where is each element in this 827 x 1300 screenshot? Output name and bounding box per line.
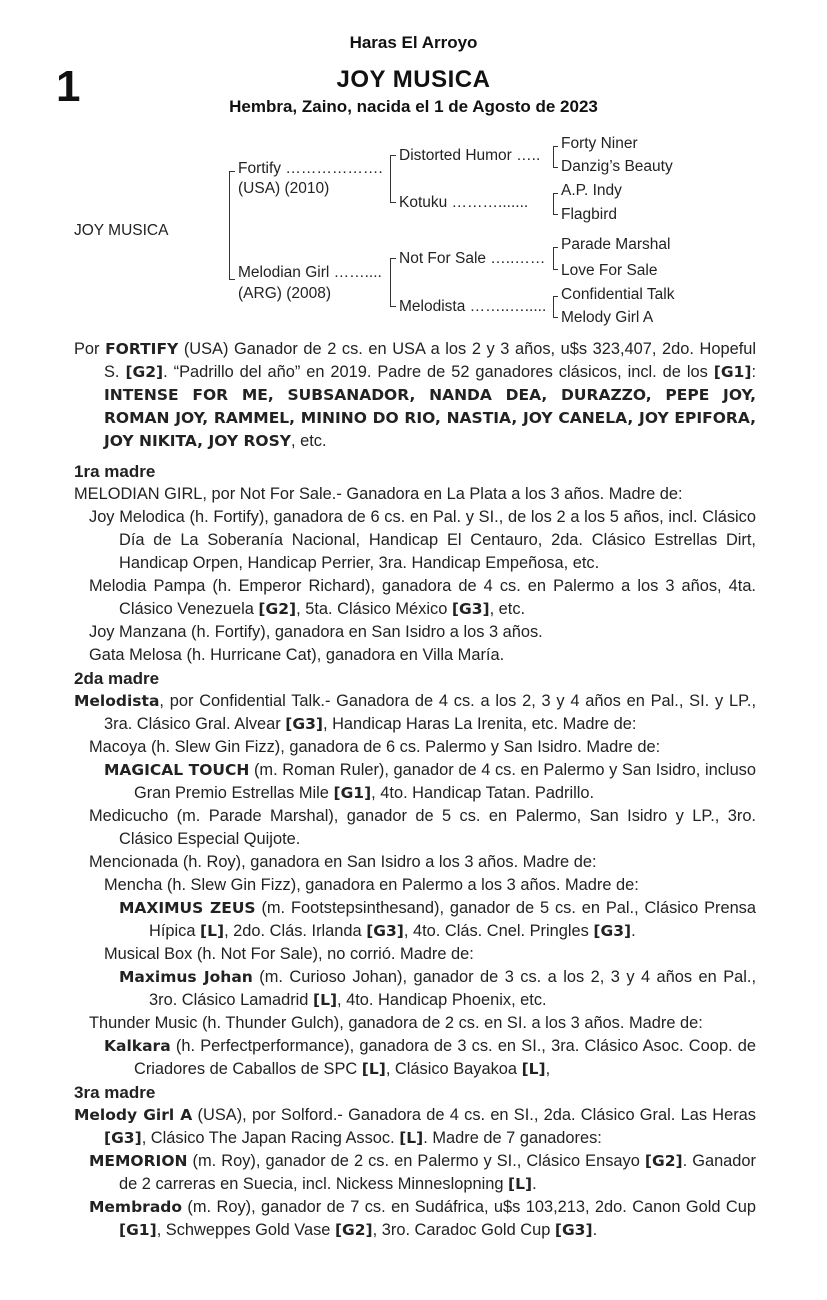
horse-name-bold: MAXIMUS ZEUS [119,899,256,917]
entry-text: . [592,1221,598,1239]
first-dam-heading: 1ra madre [74,462,156,481]
produce-entry: Thunder Music (h. Thunder Gulch), ganadora de 2 cs. en SI. a los 3 años. Madre de: [89,1014,703,1032]
entry-text: , 5ta. Clásico México [296,600,452,618]
horse-name-bold: Membrado [89,1198,183,1216]
entry-text: , Handicap Haras La Irenita, etc. Madre de: [322,715,637,733]
pedigree-tick [229,279,235,280]
entry-text: (m. Roman Ruler), ganador de 4 cs. en Palermo y San Isidro, incluso Gran Premio Estrellas Mile [134,761,756,802]
entry-text: , [545,1060,551,1078]
third-dam-intro [74,1104,756,1150]
pedigree-tick [390,306,396,307]
produce-entry: Medicucho (m. Parade Marshal), ganador de 5 cs. en Palermo, San Isidro y LP., 3ro. Clásico Especial Quijote. [89,807,756,848]
pedigree-sire-origin: (USA) (2010) [238,180,330,197]
pedigree-bracket-line [229,171,230,280]
pedigree-g3-4: Flagbird [561,206,617,223]
horse-description: Hembra, Zaino, nacida el 1 de Agosto de 2023 [229,97,598,116]
grade-badge: [L] [521,1060,546,1078]
pedigree-g3-2: Danzig’s Beauty [561,158,673,175]
pedigree-g3-6: Love For Sale [561,262,658,279]
pedigree-dam-origin: (ARG) (2008) [238,285,332,302]
grade-badge: [L] [200,922,225,940]
farm-name: Haras El Arroyo [349,33,478,52]
entry-text: . [631,922,636,940]
produce-entry [74,966,756,1012]
entry-text: (h. Perfectperformance), ganadora de 3 cs. en SI., 3ra. Clásico Asoc. Coop. de Criadores de Caballos de SPC [134,1037,756,1078]
entry-text: (m. Roy), ganador de 7 cs. en Sudáfrica, u$s 103,213, 2do. Canon Gold Cup [182,1198,756,1216]
grade-badge: [L] [508,1175,533,1193]
sire-paragraph [74,338,756,453]
horse-name: JOY MUSICA [336,66,491,93]
grade-badge: [L] [361,1060,386,1078]
pedigree-g3-3: A.P. Indy [561,182,622,199]
pedigree-tick [553,317,558,318]
pedigree-sire: Fortify ………………. [238,160,383,177]
grade-badge: [L] [312,991,338,1009]
dams-section [74,460,756,1242]
produce-entry [74,1035,756,1081]
entry-text: , 4to. Handicap Phoenix, etc. [337,991,547,1009]
sire-text: (USA) Ganador de 2 cs. en USA a los 2 y 3 años, u$s 323,407, 2do. Hopeful S. [104,340,757,381]
grade-badge: [G3] [366,922,404,940]
produce-entry [74,897,756,943]
entry-text: , 4to. Clás. Cnel. Pringles [403,922,594,940]
pedigree-tick [553,193,558,194]
produce-entry: Musical Box (h. Not For Sale), no corrió. Madre de: [104,945,474,963]
grade-badge: [G3] [593,922,632,940]
pedigree-tick [553,296,558,297]
entry-text: Melodia Pampa (h. Emperor Richard), ganadora de 4 cs. en Palermo a los 3 años, 4ta. Clásico Venezuela [89,577,756,618]
pedigree-tick [553,247,558,248]
grade-badge: [G1] [119,1221,157,1239]
grade-badge: [G3] [451,600,490,618]
sire-section [74,338,756,453]
entry-text: (m. Footstepsinthesand), ganador de 5 cs. en Pal., Clásico Prensa Hípica [149,899,756,940]
produce-entry [74,575,756,621]
entry-text: , 4to. Handicap Tatan. Padrillo. [371,784,595,802]
horse-name-bold: MEMORION [89,1152,188,1170]
entry-text: , por Confidential Talk.- Ganadora de 4 cs. a los 2, 3 y 4 años en Pal., SI. y LP., 3ra. Clásico Gral. Alvear [104,692,756,733]
horse-name-bold: Maximus Johan [119,968,253,986]
entry-text: , etc. [489,600,526,618]
pedigree-g3-5: Parade Marshal [561,236,671,253]
grade-badge: [G3] [285,715,323,733]
pedigree-dam-sire: Not For Sale …..…… [399,250,546,267]
pedigree-subject: JOY MUSICA [74,222,169,239]
grade-badge: [G2] [258,600,297,618]
entry-text: , Clásico The Japan Racing Assoc. [141,1129,400,1147]
produce-entry: Joy Manzana (h. Fortify), ganadora en San Isidro a los 3 años. [89,623,543,641]
pedigree-tick [390,258,396,259]
pedigree-bracket-line [553,296,554,318]
sire-name: FORTIFY [105,340,179,358]
grade-badge: [L] [399,1129,424,1147]
grade-badge: [G3] [554,1221,593,1239]
pedigree-tick [553,146,558,147]
produce-entry [74,1150,756,1196]
entry-text: (m. Curioso Johan), ganador de 3 cs. a los 2, 3 y 4 años en Pal., 3ro. Clásico Lamadrid [149,968,756,1009]
pedigree-tick [390,155,396,156]
pedigree-g3-7: Confidential Talk [561,286,675,303]
entry-text: , 3ro. Caradoc Gold Cup [372,1221,555,1239]
pedigree-tick [229,171,235,172]
pedigree-bracket-line [390,258,391,307]
second-dam-heading: 2da madre [74,669,160,688]
pedigree-tick [553,214,558,215]
pedigree-sire-sire: Distorted Humor ….. [399,147,541,164]
sire-progeny-list: INTENSE FOR ME, SUBSANADOR, NANDA DEA, DURAZZO, PEPE JOY, ROMAN JOY, RAMMEL, MININO DO RIO, NASTIA, JOY CANELA, JOY EPIFORA, JOY NIKITA, JOY ROSY [104,386,756,450]
entry-text: (USA), por Solford.- Ganadora de 4 cs. en SI., 2da. Clásico Gral. Las Heras [192,1106,756,1124]
pedigree-dam-dam: Melodista ……..…..... [399,298,547,315]
sire-text: . “Padrillo del año” en 2019. Padre de 52 ganadores clásicos, incl. de los [163,363,714,381]
pedigree-tick [553,167,558,168]
grade-badge: [G2] [334,1221,373,1239]
grade-badge: [G1] [333,784,372,802]
grade-badge: [G1] [713,363,752,381]
produce-entry: Mencionada (h. Roy), ganadora en San Isidro a los 3 años. Madre de: [89,853,597,871]
pedigree-bracket-line [553,193,554,215]
third-dam-name: Melody Girl A [74,1106,193,1124]
pedigree-bracket-line [553,146,554,168]
entry-text: , Schweppes Gold Vase [156,1221,335,1239]
pedigree-tick [390,202,396,203]
entry-text: . Madre de 7 ganadores: [423,1129,602,1147]
entry-text: , Clásico Bayakoa [385,1060,522,1078]
pedigree-tick [553,269,558,270]
third-dam-heading: 3ra madre [74,1083,156,1102]
produce-entry [74,1196,756,1242]
pedigree-g3-1: Forty Niner [561,135,638,152]
first-dam-intro: MELODIAN GIRL, por Not For Sale.- Ganadora en La Plata a los 3 años. Madre de: [74,485,683,503]
second-dam-intro [74,690,756,736]
grade-badge: [G3] [104,1129,142,1147]
grade-badge: [G2] [125,363,164,381]
pedigree-bracket-line [553,247,554,270]
produce-entry [74,759,756,805]
produce-entry: Joy Melodica (h. Fortify), ganadora de 6 cs. en Pal. y SI., de los 2 a los 5 años, incl. Clásico Día de La Soberanía Nacional, Handicap El Centauro, 2da. Clásico Estrellas Dirt, Handicap Orpen, Handicap Perrier, 3ra. Handicap Empeñosa, etc. [89,508,756,572]
produce-entry: Mencha (h. Slew Gin Fizz), ganadora en Palermo a los 3 años. Madre de: [104,876,639,894]
produce-entry: Gata Melosa (h. Hurricane Cat), ganadora en Villa María. [89,646,505,664]
entry-text: , 2do. Clás. Irlanda [224,922,367,940]
entry-text: . [532,1175,537,1193]
pedigree-g3-8: Melody Girl A [561,309,654,326]
pedigree-sire-dam: Kotuku ………....... [399,194,529,211]
lot-number: 1 [56,62,81,111]
second-dam-name: Melodista [74,692,160,710]
pedigree-dam: Melodian Girl …….... [238,264,382,281]
sire-text: , etc. [290,432,327,450]
entry-text: (m. Roy), ganador de 2 cs. en Palermo y SI., Clásico Ensayo [187,1152,645,1170]
horse-name-bold: MAGICAL TOUCH [104,761,250,779]
produce-entry: Macoya (h. Slew Gin Fizz), ganadora de 6 cs. Palermo y San Isidro. Madre de: [89,738,661,756]
sire-prefix: Por [74,340,106,358]
sire-text: : [751,363,756,381]
entry-text: . Ganador de 2 carreras en Suecia, incl. Nickess Minneslopning [119,1152,756,1193]
horse-name-bold: Kalkara [104,1037,171,1055]
pedigree-bracket-line [390,155,391,203]
grade-badge: [G2] [644,1152,683,1170]
